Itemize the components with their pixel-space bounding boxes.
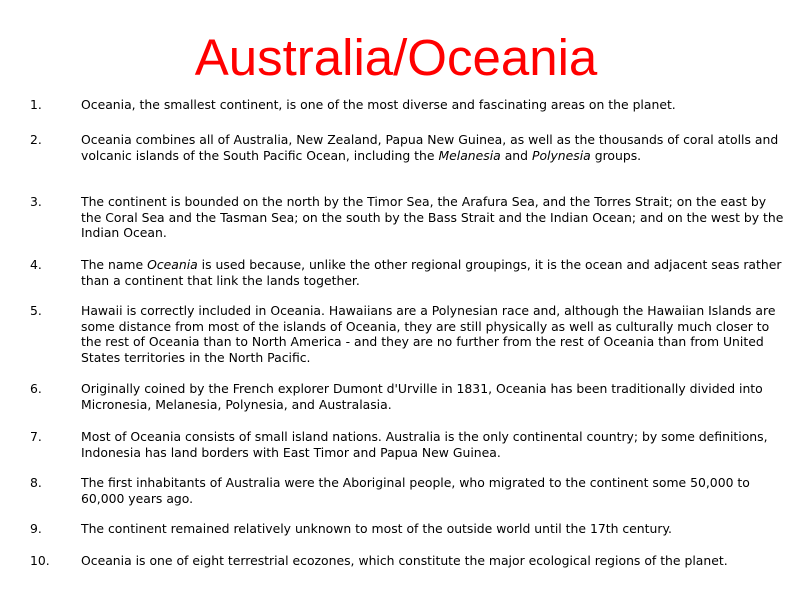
item-number: 8. — [30, 475, 42, 490]
item-number: 5. — [30, 303, 42, 318]
item-text: Oceania, the smallest continent, is one of the most diverse and fascinating areas on the planet. — [81, 97, 676, 112]
item-text: Hawaii is correctly included in Oceania. Hawaiians are a Polynesian race and, although the Hawaiian Islands are some distance from most of the islands of Oceania, they are still physically as well as culturally much closer to the rest of Oceania than to North America - and they are no further from the rest of Oceania than from United States territories in the North Pacific. — [81, 303, 776, 365]
item-text: Oceania is one of eight terrestrial ecozones, which constitute the major ecological regions of the planet. — [81, 553, 728, 568]
italic-term: Oceania — [147, 257, 198, 272]
item-number: 9. — [30, 521, 42, 536]
item-number: 6. — [30, 381, 42, 396]
page-title: Australia/Oceania — [194, 29, 598, 86]
item-number: 3. — [30, 194, 42, 209]
item-text: The first inhabitants of Australia were the Aboriginal people, who migrated to the continent some 50,000 to 60,000 years ago. — [81, 475, 750, 506]
item-number: 1. — [30, 97, 42, 112]
italic-term: Polynesia — [531, 147, 591, 163]
item-text: Oceania combines all of Australia, New Zealand, Papua New Guinea, as well as the thousands of coral atolls and volcanic islands of the South Pacific Ocean, including the Melanesia and Polynesia groups. — [81, 132, 779, 163]
item-number: 4. — [30, 257, 42, 272]
item-text: The name Oceania is used because, unlike the other regional groupings, it is the ocean and adjacent seas rather than a continent that link the lands together. — [81, 257, 782, 288]
item-text: Most of Oceania consists of small island nations. Australia is the only continental country; by some definitions, Indonesia has land borders with East Timor and Papua New Guinea. — [81, 429, 768, 460]
item-text: The continent is bounded on the north by the Timor Sea, the Arafura Sea, and the Torres Strait; on the east by the Coral Sea and the Tasman Sea; on the south by the Bass Strait and the Indian Ocean; and on the west by the Indian Ocean. — [81, 194, 784, 240]
item-number: 7. — [30, 429, 42, 444]
item-text: The continent remained relatively unknown to most of the outside world until the 17th century. — [81, 521, 672, 536]
item-number: 2. — [30, 132, 42, 147]
item-text: Originally coined by the French explorer Dumont d'Urville in 1831, Oceania has been traditionally divided into Micronesia, Melanesia, Polynesia, and Australasia. — [81, 381, 763, 412]
item-number: 10. — [30, 553, 50, 568]
italic-term: Melanesia — [438, 147, 501, 163]
